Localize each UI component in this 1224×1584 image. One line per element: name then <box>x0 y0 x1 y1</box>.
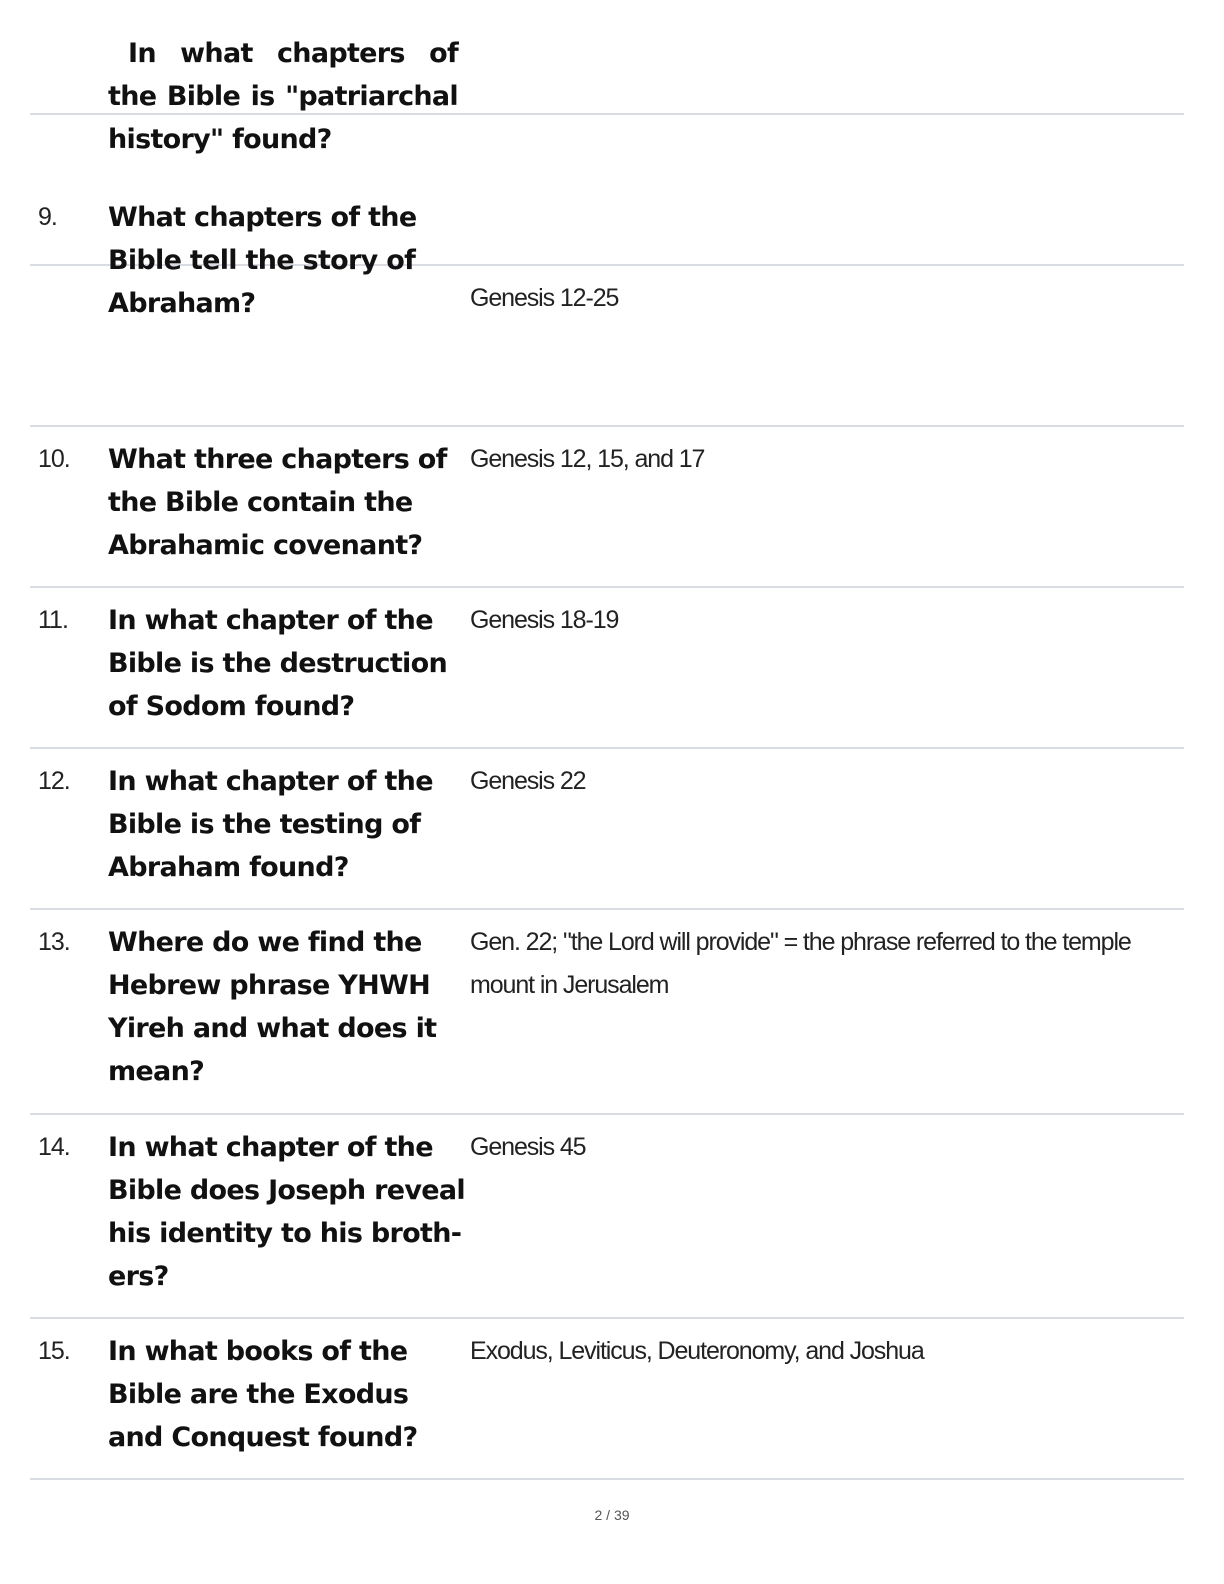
question-text <box>108 1126 464 1298</box>
answer-text <box>470 921 1170 1007</box>
row-divider <box>30 1478 1184 1480</box>
question-text <box>108 196 464 325</box>
answer-text <box>470 277 1170 320</box>
answer-line: Exodus, Leviticus, Deuteronomy, and Joshua <box>470 1337 924 1365</box>
question-text <box>108 921 464 1093</box>
answer-line: Genesis 45 <box>470 1133 586 1161</box>
answer-text <box>470 1126 1170 1169</box>
question-text <box>108 760 464 889</box>
row-divider <box>30 747 1184 749</box>
question-line: ers? <box>108 1261 169 1292</box>
answer-text <box>470 760 1170 803</box>
question-text <box>108 599 464 728</box>
question-line: Abraham? <box>108 288 256 319</box>
question-line: Bible is the testing of <box>108 809 421 840</box>
question-number: 14. <box>38 1133 70 1161</box>
question-line: Abrahamic covenant? <box>108 530 423 561</box>
answer-line: mount in Jerusalem <box>470 971 669 999</box>
question-line: his identity to his broth- <box>108 1218 462 1249</box>
question-line: Bible tell the story of <box>108 245 416 276</box>
answer-text <box>470 438 1170 481</box>
question-line: Hebrew phrase YHWH <box>108 970 430 1001</box>
row-divider <box>30 1317 1184 1319</box>
answer-text <box>470 1330 1170 1373</box>
question-line: In what books of the <box>108 1336 408 1367</box>
question-line: Where do we find the <box>108 927 422 958</box>
question-line: of Sodom found? <box>108 691 355 722</box>
question-number: 11. <box>38 606 68 634</box>
question-text <box>108 1330 464 1459</box>
question-line: What chapters of the <box>108 202 417 233</box>
question-line: the Bible is "patriarchal <box>108 81 458 112</box>
question-line: In what chapters of <box>128 38 458 69</box>
answer-line: Genesis 12, 15, and 17 <box>470 445 705 473</box>
question-text <box>108 438 464 567</box>
question-line: In what chapter of the <box>108 1132 433 1163</box>
question-text <box>108 32 458 161</box>
row-divider <box>30 586 1184 588</box>
question-line: Bible does Joseph reveal <box>108 1175 465 1206</box>
question-number: 10. <box>38 445 70 473</box>
answer-line: Genesis 22 <box>470 767 586 795</box>
question-line: Abraham found? <box>108 852 349 883</box>
question-line: and Conquest found? <box>108 1422 418 1453</box>
question-line: Bible is the destruction <box>108 648 447 679</box>
question-line: Bible are the Exodus <box>108 1379 409 1410</box>
question-number: 9. <box>38 203 57 231</box>
question-line: history" found? <box>108 124 332 155</box>
question-number: 13. <box>38 928 70 956</box>
row-divider <box>30 425 1184 427</box>
question-line: What three chapters of <box>108 444 447 475</box>
question-line: mean? <box>108 1056 205 1087</box>
question-line: Yireh and what does it <box>108 1013 437 1044</box>
question-number: 12. <box>38 767 70 795</box>
question-line: In what chapter of the <box>108 605 433 636</box>
row-divider <box>30 1113 1184 1115</box>
question-number: 15. <box>38 1337 70 1365</box>
answer-line: Genesis 12-25 <box>470 284 619 312</box>
answer-line: Gen. 22; "the Lord will provide" = the phrase referred to the temple <box>470 928 1131 956</box>
page-indicator: 2 / 39 <box>594 1507 630 1523</box>
row-divider <box>30 908 1184 910</box>
answer-line: Genesis 18-19 <box>470 606 619 634</box>
question-line: In what chapter of the <box>108 766 433 797</box>
question-line: the Bible contain the <box>108 487 413 518</box>
answer-text <box>470 599 1170 642</box>
